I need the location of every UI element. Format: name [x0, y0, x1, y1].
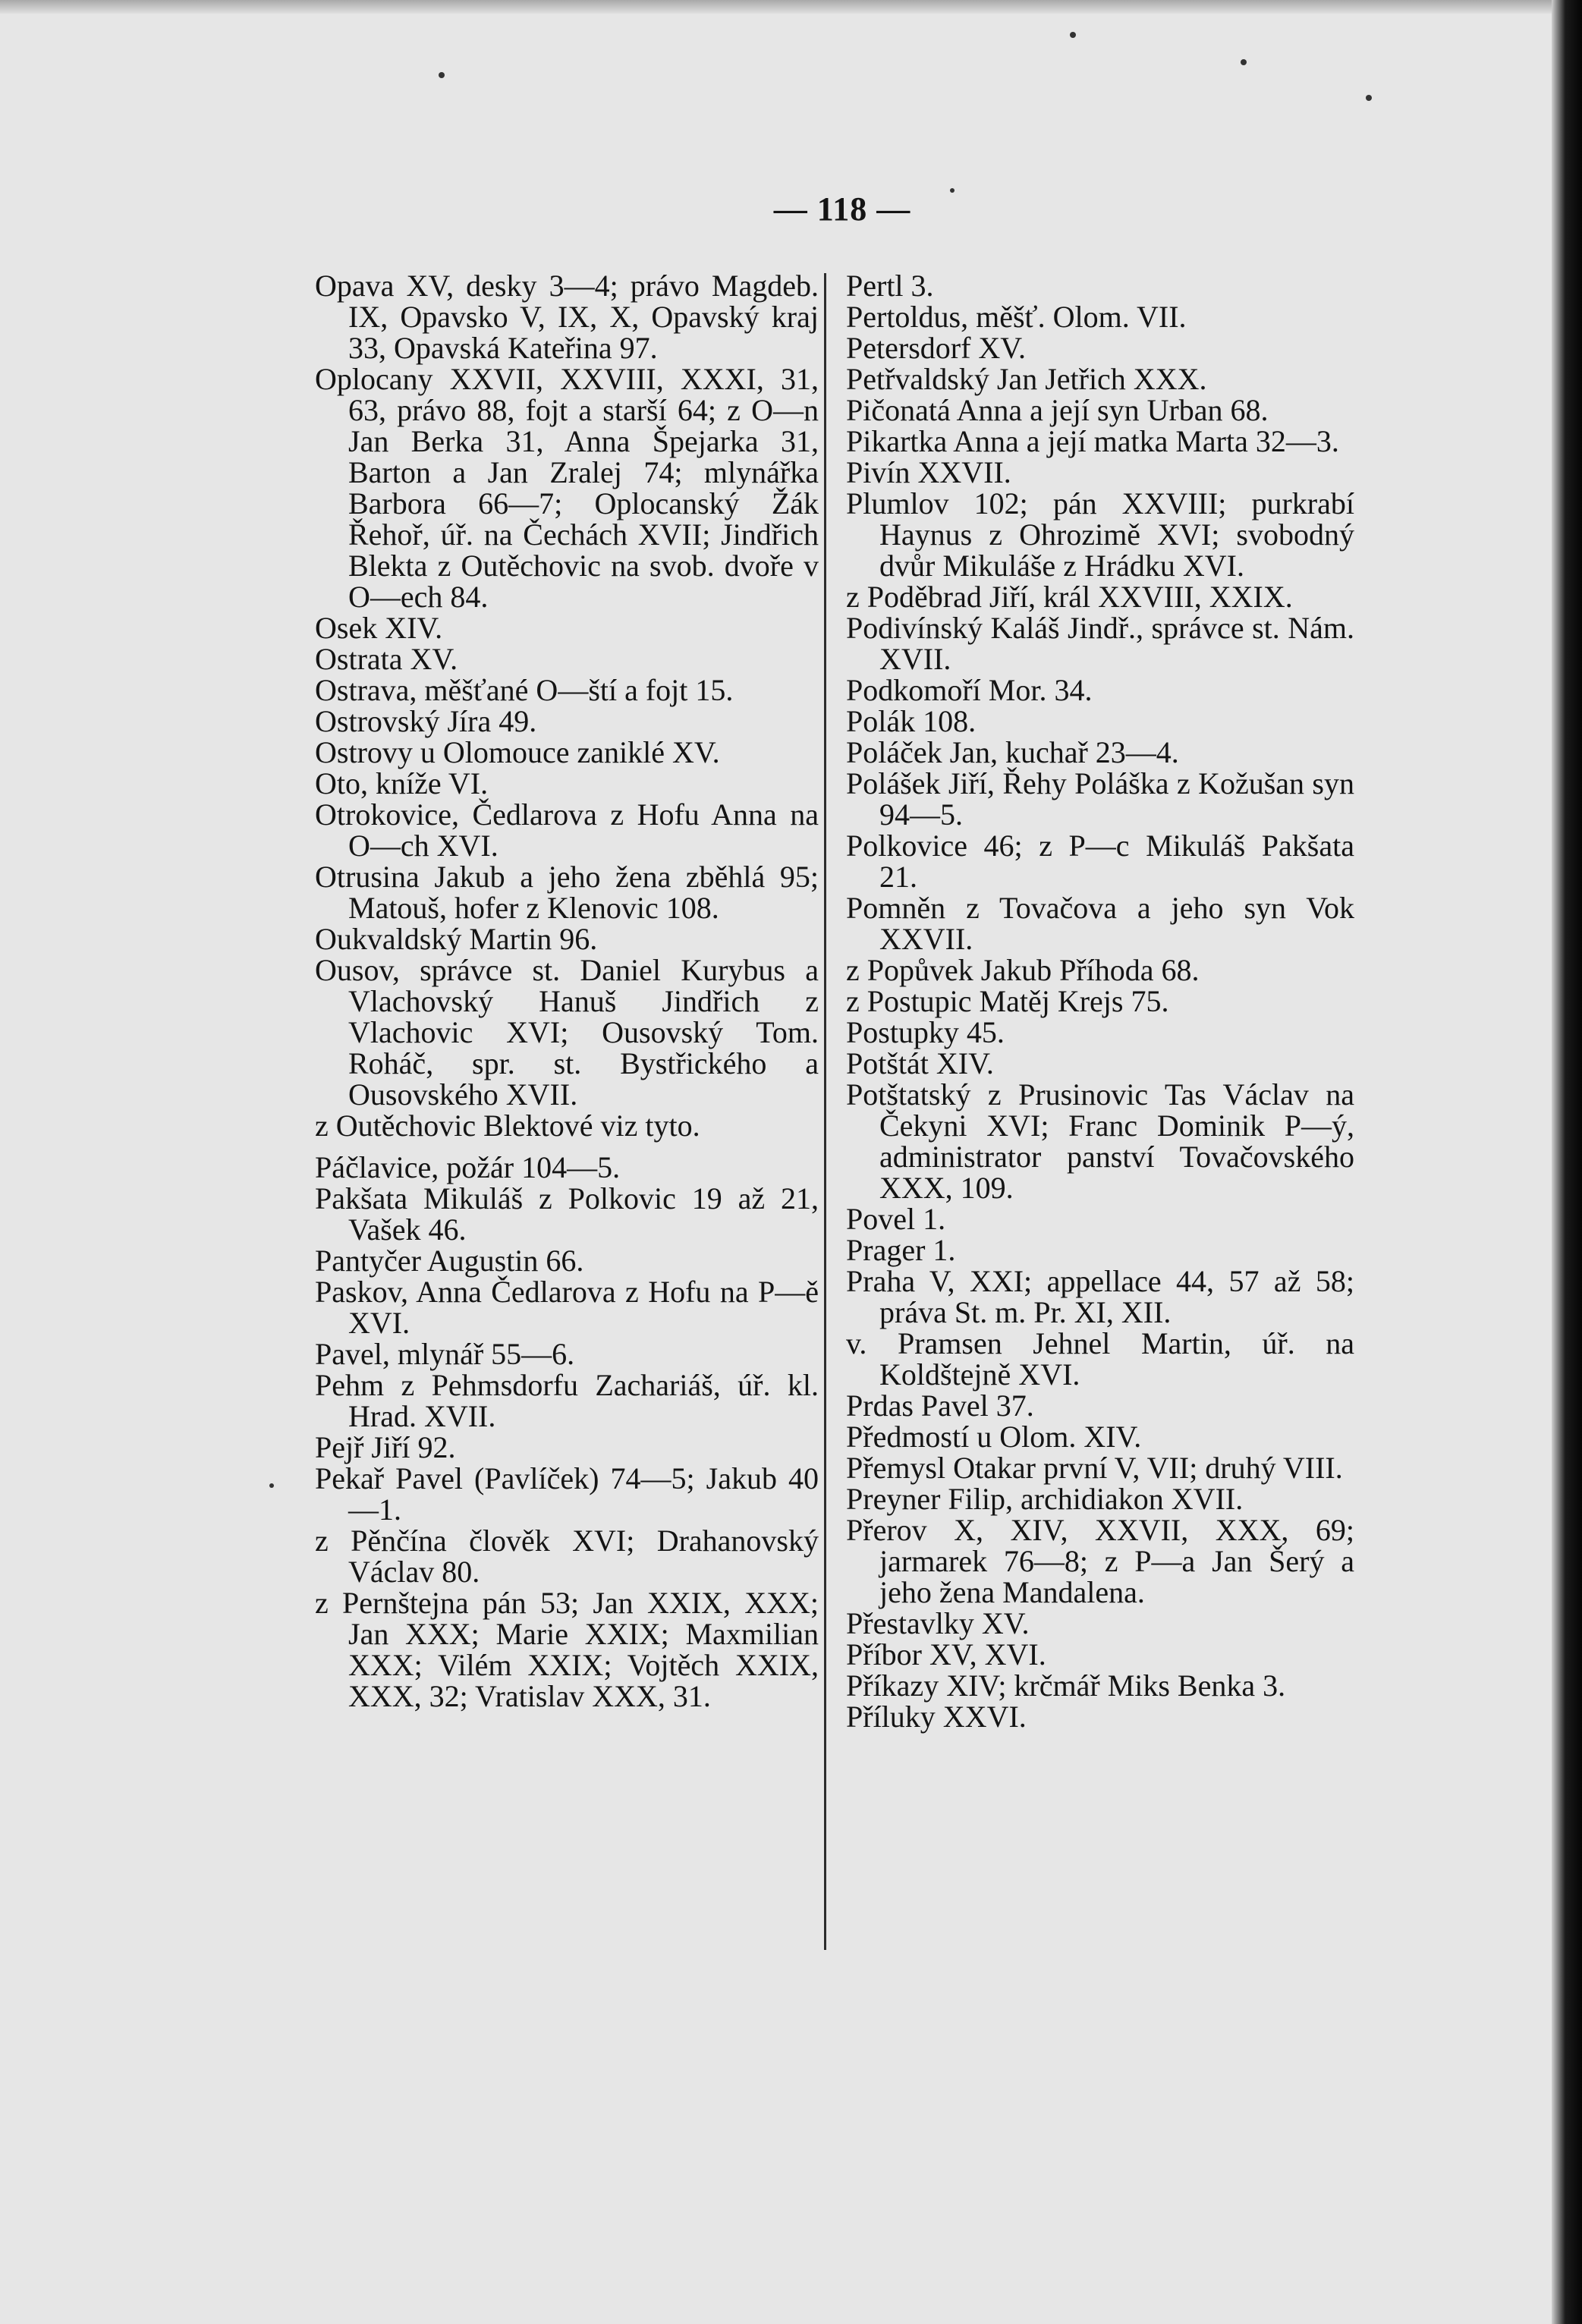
- index-entry: Otrusina Jakub a jeho žena zběhlá 95; Matouš, hofer z Klenovic 108.: [315, 860, 819, 925]
- index-entry: Ostrovský Jíra 49.: [315, 704, 537, 738]
- dust-speck: [1070, 32, 1076, 38]
- index-entry: Pekař Pavel (Pavlíček) 74—5; Jakub 40—1.: [315, 1461, 819, 1527]
- column-divider: [824, 273, 826, 1950]
- index-entry: Polák 108.: [846, 704, 977, 738]
- index-entry: Přemysl Otakar první V, VII; druhý VIII.: [846, 1451, 1343, 1485]
- index-entry: Osek XIV.: [315, 611, 443, 645]
- index-entry: Oplocany XXVII, XXVIII, XXXI, 31, 63, právo 88, fojt a starší 64; z O—n Jan Berka 31, Anna Špejarka 31, Barton a Jan Zralej 74; mlynářka Barbora 66—7; Oplocanský Žák Řehoř, úř. na Čechách XVII; Jindřich Blekta z Outěchovic na svob. dvoře v O—ech 84.: [315, 362, 819, 614]
- page-right-edge: [1552, 0, 1582, 2324]
- index-entry: Ostrava, měšťané O—ští a fojt 15.: [315, 673, 734, 707]
- index-entry: Pantyčer Augustin 66.: [315, 1244, 584, 1278]
- dust-speck: [439, 72, 445, 78]
- index-entry: Páčlavice, požár 104—5.: [315, 1150, 621, 1184]
- index-entry: Podivínský Kaláš Jindř., správce st. Nám. XVII.: [846, 611, 1354, 676]
- index-entry: Povel 1.: [846, 1202, 946, 1236]
- index-entry: Postupky 45.: [846, 1015, 1005, 1049]
- index-entry: Potštát XIV.: [846, 1046, 994, 1080]
- dust-speck: [1366, 95, 1372, 101]
- index-entry: Pikartka Anna a její matka Marta 32—3.: [846, 424, 1339, 458]
- index-entry: Prager 1.: [846, 1233, 956, 1267]
- index-entry: Poláček Jan, kuchař 23—4.: [846, 735, 1179, 769]
- index-entry: z Pěnčína člověk XVI; Drahanovský Václav 80.: [315, 1524, 819, 1589]
- index-entry: z Popůvek Jakub Příhoda 68.: [846, 953, 1200, 987]
- index-entry: Pivín XXVII.: [846, 455, 1011, 489]
- index-entry: Oukvaldský Martin 96.: [315, 922, 598, 956]
- index-entry: Pehm z Pehmsdorfu Zachariáš, úř. kl. Hrad. XVII.: [315, 1368, 819, 1433]
- dust-speck: [950, 188, 955, 193]
- index-entry: Opava XV, desky 3—4; právo Magdeb. IX, Opavsko V, IX, X, Opavský kraj 33, Opavská Kateřina 97.: [315, 269, 819, 365]
- index-entry: Podkomoří Mor. 34.: [846, 673, 1093, 707]
- index-entry: z Poděbrad Jiří, král XXVIII, XXIX.: [846, 580, 1293, 614]
- index-entry: v. Pramsen Jehnel Martin, úř. na Koldštejně XVI.: [846, 1326, 1354, 1392]
- index-entry: Otrokovice, Čedlarova z Hofu Anna na O—ch XVI.: [315, 797, 819, 863]
- index-column-right: [846, 270, 1354, 1732]
- index-entry: Ostrata XV.: [315, 642, 458, 676]
- index-entry: Paskov, Anna Čedlarova z Hofu na P—ě XVI.: [315, 1275, 819, 1340]
- index-entry: Praha V, XXI; appellace 44, 57 až 58; práva St. m. Pr. XI, XII.: [846, 1264, 1354, 1329]
- index-entry: Předmostí u Olom. XIV.: [846, 1420, 1142, 1454]
- index-entry: Petersdorf XV.: [846, 331, 1027, 365]
- index-entry: Petřvaldský Jan Jetřich XXX.: [846, 362, 1207, 396]
- index-column-left: [315, 270, 819, 1712]
- index-entry: Pavel, mlynář 55—6.: [315, 1337, 575, 1371]
- index-entry: Prdas Pavel 37.: [846, 1388, 1034, 1423]
- dust-speck: [269, 1483, 274, 1488]
- index-entry: Ousov, správce st. Daniel Kurybus a Vlachovský Hanuš Jindřich z Vlachovic XVI; Ousovský Tom. Roháč, spr. st. Bystřického a Ousovského XVII.: [315, 953, 819, 1112]
- index-entry: Příbor XV, XVI.: [846, 1637, 1046, 1671]
- index-entry: Přerov X, XIV, XXVII, XXX, 69; jarmarek 76—8; z P—a Jan Šerý a jeho žena Mandalena.: [846, 1513, 1354, 1609]
- index-entry: Pakšata Mikuláš z Polkovic 19 až 21, Vašek 46.: [315, 1181, 819, 1247]
- page-top-shadow: [0, 0, 1582, 14]
- index-entry: z Outěchovic Blektové viz tyto.: [315, 1109, 700, 1143]
- index-entry: Preyner Filip, archidiakon XVII.: [846, 1482, 1244, 1516]
- index-entry: Potštatský z Prusinovic Tas Václav na Čekyni XVI; Franc Dominik P—ý, administrator panství Tovačovského XXX, 109.: [846, 1077, 1354, 1205]
- index-entry: Ostrovy u Olomouce zaniklé XV.: [315, 735, 720, 769]
- index-entry: Příkazy XIV; krčmář Miks Benka 3.: [846, 1668, 1286, 1703]
- index-entry: Pomněn z Tovačova a jeho syn Vok XXVII.: [846, 891, 1354, 956]
- index-entry: Polášek Jiří, Řehy Poláška z Kožušan syn 94—5.: [846, 766, 1354, 832]
- index-entry: Pejř Jiří 92.: [315, 1430, 456, 1464]
- index-entry: Plumlov 102; pán XXVIII; purkrabí Haynus z Ohrozimě XVI; svobodný dvůr Mikuláše z Hrádku XVI.: [846, 486, 1354, 583]
- index-entry: Polkovice 46; z P—c Mikuláš Pakšata 21.: [846, 829, 1354, 894]
- index-entry: z Postupic Matěj Krejs 75.: [846, 984, 1169, 1018]
- index-entry: z Pernštejna pán 53; Jan XXIX, XXX; Jan XXX; Marie XXIX; Maxmilian XXX; Vilém XXIX; Vojtěch XXIX, XXX, 32; Vratislav XXX, 31.: [315, 1586, 819, 1713]
- index-entry: Pertl 3.: [846, 269, 934, 303]
- index-entry: Oto, kníže VI.: [315, 766, 489, 800]
- index-entry: Přestavlky XV.: [846, 1606, 1030, 1640]
- index-entry: Pertoldus, měšť. Olom. VII.: [846, 300, 1187, 334]
- index-entry: Příluky XXVI.: [846, 1700, 1027, 1734]
- page-number: — 118 —: [773, 190, 911, 228]
- dust-speck: [1241, 59, 1247, 65]
- index-entry: Pičonatá Anna a její syn Urban 68.: [846, 393, 1269, 427]
